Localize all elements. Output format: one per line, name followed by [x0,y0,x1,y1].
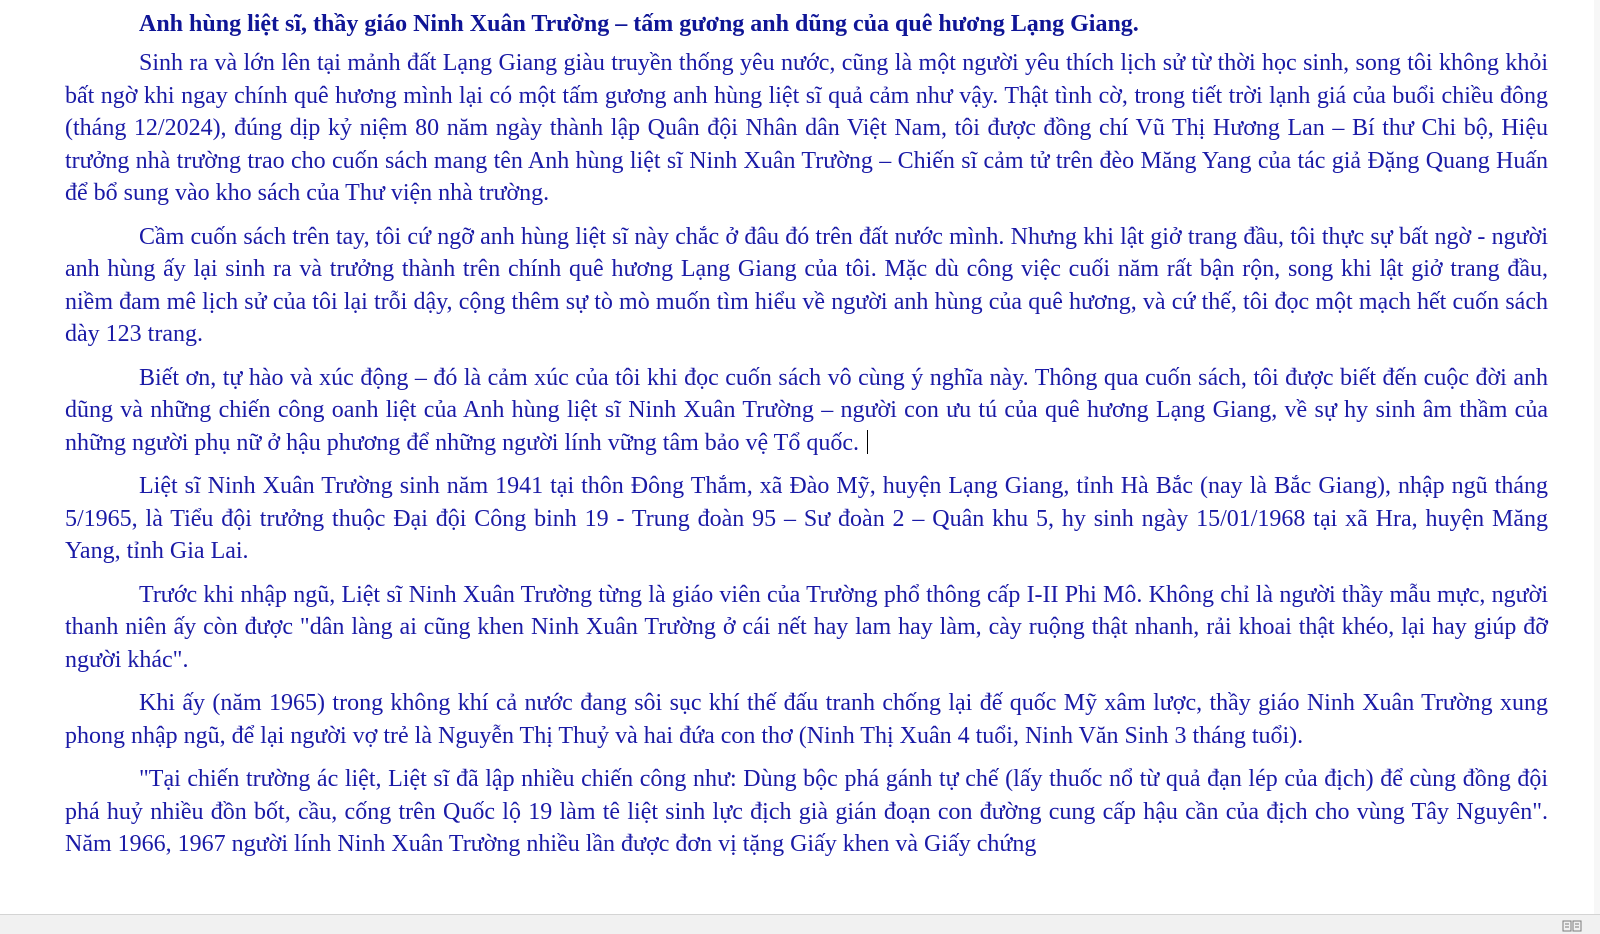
document-body[interactable] [65,8,1548,872]
paragraph-6 [65,687,1548,752]
text-cursor [867,430,869,454]
paragraph-4-text: Liệt sĩ Ninh Xuân Trường sinh năm 1941 tại thôn Đông Thắm, xã Đào Mỹ, huyện Lạng Giang, tỉnh Hà Bắc (nay là Bắc Giang), nhập ngũ tháng 5/1965, là Tiểu đội trưởng thuộc Đại đội Công binh 19 - Trung đoàn 95 – Sư đoàn 2 – Quân khu 5, hy sinh ngày 15/01/1968 tại xã Hra, huyện Măng Yang, tỉnh Gia Lai. [65,473,1548,564]
vertical-scrollbar[interactable] [1594,0,1600,914]
paragraph-5 [65,579,1548,677]
paragraph-4 [65,470,1548,568]
paragraph-1-text: Sinh ra và lớn lên tại mảnh đất Lạng Giang giàu truyền thống yêu nước, cũng là một người yêu thích lịch sử từ thời học sinh, song tôi không khỏi bất ngờ khi ngay chính quê hương mình lại có một tấm gương anh hùng liệt sĩ quả cảm như vậy. Thật tình cờ, trong tiết trời lạnh giá của buổi chiều đông (tháng 12/2024), đúng dịp kỷ niệm 80 năm ngày thành lập Quân đội Nhân dân Việt Nam, tôi được đồng chí Vũ Thị Hương Lan – Bí thư Chi bộ, Hiệu trưởng nhà trường trao cho cuốn sách mang tên Anh hùng liệt sĩ Ninh Xuân Trường – Chiến sĩ cảm tử trên đèo Măng Yang của tác giả Đặng Quang Huấn để bổ sung vào kho sách của Thư viện nhà trường. [65,50,1548,206]
read-mode-icon[interactable] [1562,919,1582,931]
paragraph-1 [65,47,1548,210]
paragraph-7-text: "Tại chiến trường ác liệt, Liệt sĩ đã lập nhiều chiến công như: Dùng bộc phá gánh tự chế (lấy thuốc nổ từ quả đạn lép của địch) để cùng đồng đội phá huỷ nhiều đồn bốt, cầu, cống trên Quốc lộ 19 làm tê liệt sinh lực địch già gián đoạn con đường cung cấp hậu cần của địch cho vùng Tây Nguyên". Năm 1966, 1967 người lính Ninh Xuân Trường nhiều lần được đơn vị tặng Giấy khen và Giấy chứng [65,766,1548,857]
paragraph-3-text: Biết ơn, tự hào và xúc động – đó là cảm xúc của tôi khi đọc cuốn sách vô cùng ý nghĩa này. Thông qua cuốn sách, tôi được biết đến cuộc đời anh dũng và những chiến công oanh liệt của Anh hùng liệt sĩ Ninh Xuân Trường – người con ưu tú của quê hương Lạng Giang, về sự hy sinh âm thầm của những người phụ nữ ở hậu phương để những người lính vững tâm bảo vệ Tổ quốc. [65,364,1548,456]
paragraph-2-text: Cầm cuốn sách trên tay, tôi cứ ngỡ anh hùng liệt sĩ này chắc ở đâu đó trên đất nước mình. Nhưng khi lật giở trang đầu, tôi thực sự bất ngờ - người anh hùng ấy lại sinh ra và trưởng thành trên chính quê hương Lạng Giang của tôi. Mặc dù công việc cuối năm rất bận rộn, song khi lật giở trang đầu, niềm đam mê lịch sử của tôi lại trỗi dậy, cộng thêm sự tò mò muốn tìm hiểu về người anh hùng của quê hương, và cứ thế, tôi đọc một mạch hết cuốn sách dày 123 trang. [65,223,1548,347]
status-bar [0,914,1600,934]
paragraph-2 [65,221,1548,351]
paragraph-5-text: Trước khi nhập ngũ, Liệt sĩ Ninh Xuân Trường từng là giáo viên của Trường phổ thông cấp I-II Phi Mô. Không chỉ là người thầy mẫu mực, người thanh niên ấy còn được "dân làng ai cũng khen Ninh Xuân Trường ở cái nết hay lam hay làm, cày ruộng thật nhanh, rải khoai thật khéo, lại hay giúp đỡ người khác". [65,581,1548,673]
paragraph-6-text: Khi ấy (năm 1965) trong không khí cả nước đang sôi sục khí thế đấu tranh chống lại đế quốc Mỹ xâm lược, thầy giáo Ninh Xuân Trường xung phong nhập ngũ, để lại người vợ trẻ là Nguyễn Thị Thuỷ và hai đứa con thơ (Ninh Thị Xuân 4 tuổi, Ninh Văn Sinh 3 tháng tuổi). [65,690,1548,749]
document-title: Anh hùng liệt sĩ, thầy giáo Ninh Xuân Trường – tấm gương anh dũng của quê hương Lạng Giang. [139,11,1139,37]
paragraph-7 [65,763,1548,861]
paragraph-3 [65,362,1548,460]
